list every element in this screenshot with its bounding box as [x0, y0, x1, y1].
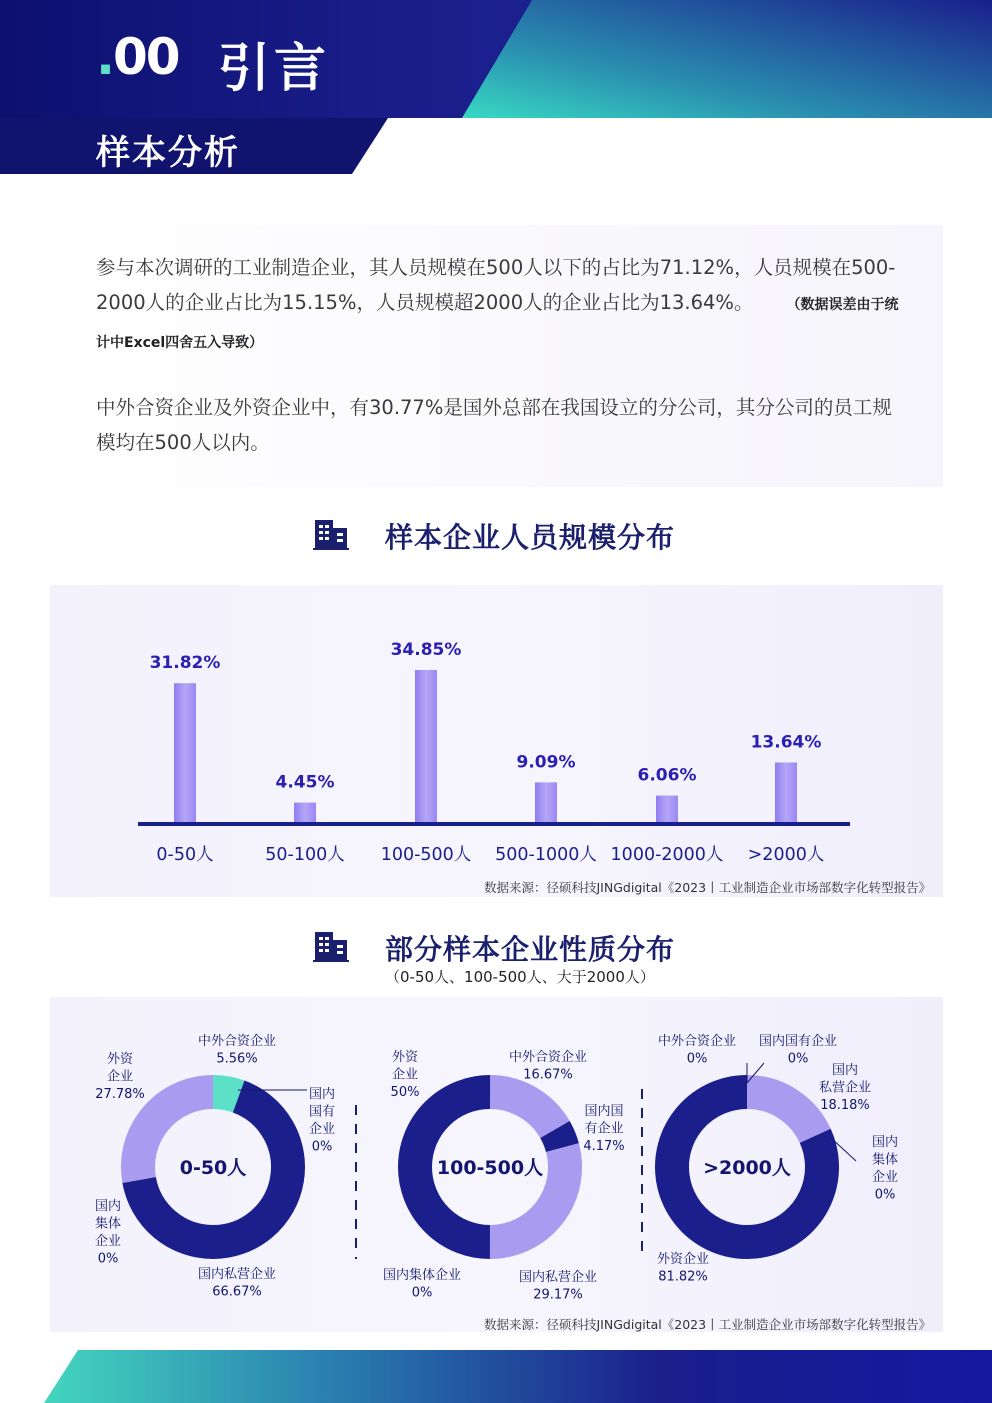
bar: [294, 803, 316, 822]
donut-slice: [747, 1092, 815, 1136]
donut-slice: [490, 1092, 555, 1130]
intro-paragraph-2: 中外合资企业及外资企业中，有30.77%是国外总部在我国设立的分公司，其分公司的员工规模均在500人以内。: [96, 396, 892, 454]
slice-label: 国内私营企业 66.67%: [197, 1267, 277, 1300]
x-tick-label: 500-1000人: [495, 845, 597, 865]
slice-label: 国内集体企业 0%: [382, 1268, 462, 1301]
chart1-heading: 样本企业人员规模分布: [385, 521, 676, 554]
slice-label: 国内私营企业 18.18%: [818, 1063, 872, 1113]
section-number: .00: [96, 28, 179, 86]
slice-label: 中外合资企业 16.67%: [508, 1050, 588, 1083]
bar-value-label: 4.45%: [275, 772, 335, 793]
bar: [415, 670, 437, 822]
bar: [535, 782, 557, 822]
donut-slice: [213, 1092, 239, 1097]
footer-banner: [0, 1350, 992, 1403]
slice-label: 国内私营企业 29.17%: [518, 1270, 598, 1303]
donut-center-label: 100-500人: [436, 1157, 544, 1179]
x-tick-label: 100-500人: [380, 845, 472, 865]
slice-label: 国内国有企业 0%: [758, 1034, 838, 1067]
chart2-source: 数据来源：径硕科技JINGdigital《2023丨工业制造企业市场部数字化转型报告》: [484, 1317, 932, 1332]
slice-label: 国内集体企业 0%: [94, 1199, 122, 1267]
intro-paragraph-1: [96, 250, 906, 361]
building-icon: [313, 518, 349, 550]
x-tick-label: 1000-2000人: [610, 845, 724, 865]
slice-label: 中外合资企业 5.56%: [197, 1034, 277, 1067]
x-tick-label: 0-50人: [156, 845, 214, 865]
chart2-subheading: （0-50人、100-500人、大于2000人）: [385, 968, 655, 986]
bar: [775, 762, 797, 822]
donut-center-label: 0-50人: [179, 1157, 247, 1179]
bar-value-label: 9.09%: [516, 752, 576, 773]
slice-label: 国内国有企业 4.17%: [583, 1104, 625, 1154]
intro-note: （数据误差由于统计中Excel四舍五入导致）: [96, 297, 899, 351]
slice-label: 国内国有企业 0%: [308, 1087, 336, 1155]
slice-label: 外资企业 27.78%: [95, 1052, 145, 1102]
x-tick-label: >2000人: [747, 845, 825, 865]
bar-chart: [50, 585, 943, 897]
bar: [656, 796, 678, 822]
donut-slice: [555, 1130, 562, 1148]
bar-value-label: 31.82%: [149, 653, 221, 674]
slice-label: 外资企业 50%: [390, 1050, 420, 1100]
donut-center-label: >2000人: [703, 1157, 791, 1179]
building-icon: [313, 930, 349, 962]
bar-value-label: 34.85%: [390, 639, 462, 660]
chart2-heading: 部分样本企业性质分布: [385, 933, 676, 966]
intro-text-1: 参与本次调研的工业制造企业，其人员规模在500人以下的占比为71.12%，人员规模在500-2000人的企业占比为15.15%，人员规模超2000人的企业占比为13.64%。: [96, 256, 896, 314]
bar: [174, 683, 196, 822]
section-title: 样本分析: [96, 133, 240, 173]
slice-label: 国内集体企业 0%: [871, 1135, 899, 1203]
slice-label: 中外合资企业 0%: [657, 1034, 737, 1067]
page-title: 引言: [218, 39, 331, 99]
bar-value-label: 13.64%: [750, 732, 822, 753]
donut-charts: [50, 997, 943, 1332]
x-tick-label: 50-100人: [265, 845, 345, 865]
chart1-source: 数据来源：径硕科技JINGdigital《2023丨工业制造企业市场部数字化转型报告》: [484, 880, 932, 895]
slice-label: 外资企业 81.82%: [656, 1252, 710, 1285]
bar-value-label: 6.06%: [637, 765, 697, 786]
